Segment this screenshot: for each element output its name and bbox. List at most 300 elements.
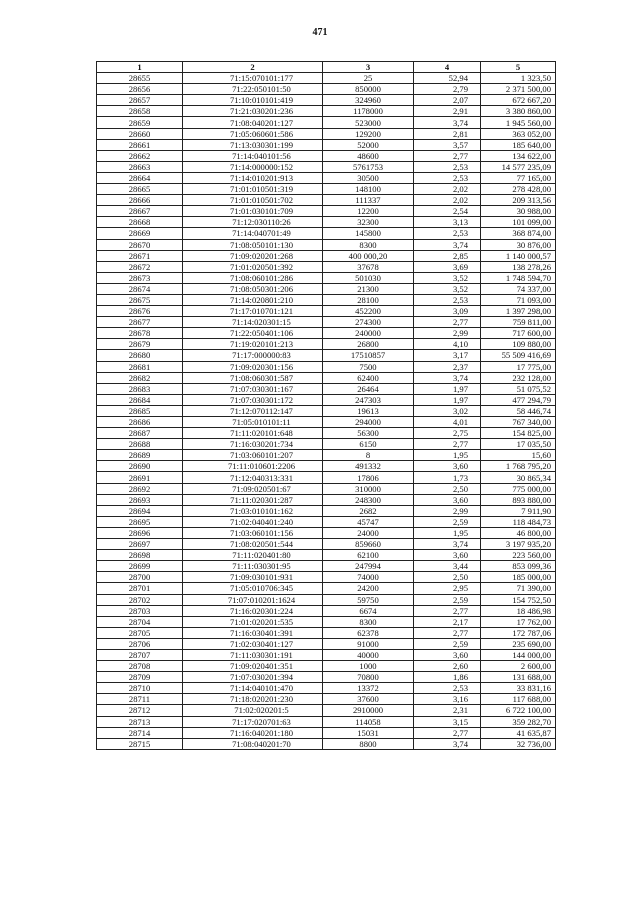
row-number-cell: 28676: [97, 306, 183, 317]
table-body: [97, 73, 556, 750]
page-number: 471: [312, 27, 328, 38]
cadastral-number-cell: 71:21:030201:236: [183, 106, 323, 117]
rate-cell: 2,99: [414, 328, 481, 339]
row-number-cell: 28655: [97, 73, 183, 84]
cadastral-number-cell: 71:09:020301:156: [183, 361, 323, 372]
cadastral-number-cell: 71:16:030401:391: [183, 627, 323, 638]
table-row: [97, 516, 556, 527]
row-number-cell: 28715: [97, 738, 183, 749]
area-cell: 25: [323, 73, 414, 84]
table-row: [97, 417, 556, 428]
rate-cell: 3,74: [414, 117, 481, 128]
rate-cell: 3,52: [414, 283, 481, 294]
area-cell: 24000: [323, 527, 414, 538]
rate-cell: 2,77: [414, 605, 481, 616]
cadastral-number-cell: 71:05:010706:345: [183, 583, 323, 594]
rate-cell: 3,69: [414, 261, 481, 272]
value-cell: 41 635,87: [481, 727, 556, 738]
table-row: [97, 217, 556, 228]
area-cell: 145800: [323, 228, 414, 239]
rate-cell: 3,60: [414, 550, 481, 561]
area-cell: 17806: [323, 472, 414, 483]
rate-cell: 2,75: [414, 428, 481, 439]
row-number-cell: 28678: [97, 328, 183, 339]
row-number-cell: 28665: [97, 184, 183, 195]
row-number-cell: 28659: [97, 117, 183, 128]
valuation-table: [96, 61, 556, 750]
row-number-cell: 28695: [97, 516, 183, 527]
value-cell: 672 667,20: [481, 95, 556, 106]
area-cell: 501030: [323, 272, 414, 283]
value-cell: 1 748 594,70: [481, 272, 556, 283]
column-header-3: 3: [323, 62, 414, 73]
area-cell: 28100: [323, 294, 414, 305]
table-row: [97, 184, 556, 195]
table-row: [97, 450, 556, 461]
rate-cell: 1,97: [414, 383, 481, 394]
area-cell: 114058: [323, 716, 414, 727]
cadastral-number-cell: 71:03:010101:162: [183, 505, 323, 516]
row-number-cell: 28684: [97, 394, 183, 405]
rate-cell: 3,60: [414, 461, 481, 472]
table-row: [97, 672, 556, 683]
table-row: [97, 472, 556, 483]
table-row: [97, 272, 556, 283]
area-cell: 15031: [323, 727, 414, 738]
row-number-cell: 28691: [97, 472, 183, 483]
row-number-cell: 28662: [97, 150, 183, 161]
table-row: [97, 372, 556, 383]
rate-cell: 2,85: [414, 250, 481, 261]
rate-cell: 2,60: [414, 661, 481, 672]
area-cell: 48600: [323, 150, 414, 161]
row-number-cell: 28666: [97, 195, 183, 206]
cadastral-number-cell: 71:22:050401:106: [183, 328, 323, 339]
area-cell: 129200: [323, 128, 414, 139]
rate-cell: 3,60: [414, 494, 481, 505]
row-number-cell: 28713: [97, 716, 183, 727]
value-cell: 18 486,98: [481, 605, 556, 616]
column-header-4: 4: [414, 62, 481, 73]
cadastral-number-cell: 71:18:020201:230: [183, 694, 323, 705]
table-row: [97, 250, 556, 261]
rate-cell: 4,01: [414, 417, 481, 428]
value-cell: 278 428,00: [481, 184, 556, 195]
cadastral-number-cell: 71:09:020401:351: [183, 661, 323, 672]
cadastral-number-cell: 71:08:040201:70: [183, 738, 323, 749]
area-cell: 13372: [323, 683, 414, 694]
cadastral-number-cell: 71:09:020201:268: [183, 250, 323, 261]
value-cell: 759 811,00: [481, 317, 556, 328]
rate-cell: 2,77: [414, 439, 481, 450]
area-cell: 62400: [323, 372, 414, 383]
value-cell: 185 000,00: [481, 572, 556, 583]
cadastral-number-cell: 71:01:010501:702: [183, 195, 323, 206]
row-number-cell: 28672: [97, 261, 183, 272]
value-cell: 477 294,79: [481, 394, 556, 405]
rate-cell: 52,94: [414, 73, 481, 84]
table-row: [97, 328, 556, 339]
table-row: [97, 661, 556, 672]
cadastral-number-cell: 71:17:000000:83: [183, 350, 323, 361]
cadastral-number-cell: 71:09:030101:931: [183, 572, 323, 583]
row-number-cell: 28710: [97, 683, 183, 694]
rate-cell: 2,59: [414, 516, 481, 527]
row-number-cell: 28668: [97, 217, 183, 228]
table-row: [97, 539, 556, 550]
cadastral-number-cell: 71:11:030301:191: [183, 649, 323, 660]
cadastral-number-cell: 71:08:040201:127: [183, 117, 323, 128]
area-cell: 74000: [323, 572, 414, 583]
value-cell: 717 600,00: [481, 328, 556, 339]
value-cell: 118 484,73: [481, 516, 556, 527]
value-cell: 209 313,56: [481, 195, 556, 206]
rate-cell: 2,99: [414, 505, 481, 516]
area-cell: 859660: [323, 539, 414, 550]
cadastral-number-cell: 71:15:070101:177: [183, 73, 323, 84]
area-cell: 37600: [323, 694, 414, 705]
value-cell: 223 560,00: [481, 550, 556, 561]
row-number-cell: 28682: [97, 372, 183, 383]
rate-cell: 2,02: [414, 184, 481, 195]
value-cell: 1 768 795,20: [481, 461, 556, 472]
row-number-cell: 28712: [97, 705, 183, 716]
rate-cell: 2,53: [414, 228, 481, 239]
row-number-cell: 28674: [97, 283, 183, 294]
area-cell: 30500: [323, 172, 414, 183]
value-cell: 55 509 416,69: [481, 350, 556, 361]
area-cell: 2682: [323, 505, 414, 516]
cadastral-number-cell: 71:01:020501:392: [183, 261, 323, 272]
area-cell: 6674: [323, 605, 414, 616]
rate-cell: 2,59: [414, 638, 481, 649]
rate-cell: 1,73: [414, 472, 481, 483]
cadastral-number-cell: 71:16:030201:734: [183, 439, 323, 450]
rate-cell: 4,10: [414, 339, 481, 350]
cadastral-number-cell: 71:02:030401:127: [183, 638, 323, 649]
row-number-cell: 28688: [97, 439, 183, 450]
cadastral-number-cell: 71:03:060101:156: [183, 527, 323, 538]
area-cell: 70800: [323, 672, 414, 683]
row-number-cell: 28679: [97, 339, 183, 350]
cadastral-number-cell: 71:16:040201:180: [183, 727, 323, 738]
rate-cell: 2,81: [414, 128, 481, 139]
table-row: [97, 150, 556, 161]
area-cell: 1000: [323, 661, 414, 672]
area-cell: 274300: [323, 317, 414, 328]
table-row: [97, 705, 556, 716]
rate-cell: 2,37: [414, 361, 481, 372]
area-cell: 324960: [323, 95, 414, 106]
row-number-cell: 28693: [97, 494, 183, 505]
rate-cell: 2,53: [414, 294, 481, 305]
value-cell: 14 577 235,09: [481, 161, 556, 172]
table-row: [97, 206, 556, 217]
rate-cell: 1,95: [414, 527, 481, 538]
row-number-cell: 28699: [97, 561, 183, 572]
row-number-cell: 28656: [97, 84, 183, 95]
table-row: [97, 461, 556, 472]
rate-cell: 2,53: [414, 172, 481, 183]
value-cell: 235 690,00: [481, 638, 556, 649]
row-number-cell: 28711: [97, 694, 183, 705]
table-row: [97, 439, 556, 450]
value-cell: 1 140 000,57: [481, 250, 556, 261]
area-cell: 1178000: [323, 106, 414, 117]
row-number-cell: 28698: [97, 550, 183, 561]
table-header-row: [97, 62, 556, 73]
area-cell: 8800: [323, 738, 414, 749]
rate-cell: 3,74: [414, 539, 481, 550]
row-number-cell: 28708: [97, 661, 183, 672]
value-cell: 3 380 860,00: [481, 106, 556, 117]
rate-cell: 2,53: [414, 161, 481, 172]
area-cell: 21300: [323, 283, 414, 294]
rate-cell: 3,74: [414, 738, 481, 749]
row-number-cell: 28705: [97, 627, 183, 638]
area-cell: 17510857: [323, 350, 414, 361]
value-cell: 17 762,00: [481, 616, 556, 627]
value-cell: 1 397 298,00: [481, 306, 556, 317]
table-row: [97, 128, 556, 139]
rate-cell: 2,53: [414, 683, 481, 694]
cadastral-number-cell: 71:14:020301:15: [183, 317, 323, 328]
area-cell: 400 000,20: [323, 250, 414, 261]
row-number-cell: 28709: [97, 672, 183, 683]
area-cell: 491332: [323, 461, 414, 472]
value-cell: 2 600,00: [481, 661, 556, 672]
cadastral-number-cell: 71:19:020101:213: [183, 339, 323, 350]
cadastral-number-cell: 71:05:010101:11: [183, 417, 323, 428]
table-row: [97, 294, 556, 305]
area-cell: 8300: [323, 239, 414, 250]
row-number-cell: 28694: [97, 505, 183, 516]
table-row: [97, 95, 556, 106]
row-number-cell: 28714: [97, 727, 183, 738]
value-cell: 893 880,00: [481, 494, 556, 505]
rate-cell: 2,77: [414, 317, 481, 328]
table-row: [97, 350, 556, 361]
rate-cell: 2,17: [414, 616, 481, 627]
table-row: [97, 616, 556, 627]
table-row: [97, 550, 556, 561]
row-number-cell: 28704: [97, 616, 183, 627]
value-cell: 138 278,26: [481, 261, 556, 272]
rate-cell: 2,59: [414, 594, 481, 605]
row-number-cell: 28686: [97, 417, 183, 428]
row-number-cell: 28703: [97, 605, 183, 616]
area-cell: 26800: [323, 339, 414, 350]
table-row: [97, 483, 556, 494]
table-row: [97, 228, 556, 239]
cadastral-number-cell: 71:08:050101:130: [183, 239, 323, 250]
value-cell: 71 093,00: [481, 294, 556, 305]
value-cell: 767 340,00: [481, 417, 556, 428]
table-row: [97, 84, 556, 95]
value-cell: 32 736,00: [481, 738, 556, 749]
rate-cell: 1,86: [414, 672, 481, 683]
row-number-cell: 28701: [97, 583, 183, 594]
value-cell: 1 945 560,00: [481, 117, 556, 128]
table-row: [97, 527, 556, 538]
table-row: [97, 638, 556, 649]
value-cell: 3 197 935,20: [481, 539, 556, 550]
area-cell: 24200: [323, 583, 414, 594]
table-row: [97, 73, 556, 84]
cadastral-number-cell: 71:14:010201:913: [183, 172, 323, 183]
table-row: [97, 572, 556, 583]
row-number-cell: 28671: [97, 250, 183, 261]
value-cell: 363 052,00: [481, 128, 556, 139]
row-number-cell: 28692: [97, 483, 183, 494]
value-cell: 775 000,00: [481, 483, 556, 494]
value-cell: 154 752,50: [481, 594, 556, 605]
column-header-2: 2: [183, 62, 323, 73]
cadastral-number-cell: 71:11:030301:95: [183, 561, 323, 572]
area-cell: 294000: [323, 417, 414, 428]
rate-cell: 3,60: [414, 649, 481, 660]
area-cell: 850000: [323, 84, 414, 95]
row-number-cell: 28697: [97, 539, 183, 550]
rate-cell: 3,15: [414, 716, 481, 727]
area-cell: 59750: [323, 594, 414, 605]
table-row: [97, 317, 556, 328]
row-number-cell: 28700: [97, 572, 183, 583]
area-cell: 45747: [323, 516, 414, 527]
table-row: [97, 106, 556, 117]
cadastral-number-cell: 71:14:040701:49: [183, 228, 323, 239]
cadastral-number-cell: 71:08:060301:587: [183, 372, 323, 383]
rate-cell: 3,02: [414, 405, 481, 416]
rate-cell: 2,31: [414, 705, 481, 716]
value-cell: 232 128,00: [481, 372, 556, 383]
table-row: [97, 161, 556, 172]
row-number-cell: 28683: [97, 383, 183, 394]
area-cell: 37678: [323, 261, 414, 272]
row-number-cell: 28660: [97, 128, 183, 139]
row-number-cell: 28689: [97, 450, 183, 461]
area-cell: 310000: [323, 483, 414, 494]
cadastral-number-cell: 71:12:070112:147: [183, 405, 323, 416]
value-cell: 853 099,36: [481, 561, 556, 572]
table-row: [97, 239, 556, 250]
value-cell: 154 825,00: [481, 428, 556, 439]
table-row: [97, 428, 556, 439]
cadastral-number-cell: 71:01:020201:535: [183, 616, 323, 627]
rate-cell: 2,07: [414, 95, 481, 106]
cadastral-number-cell: 71:14:000000:152: [183, 161, 323, 172]
row-number-cell: 28706: [97, 638, 183, 649]
cadastral-number-cell: 71:12:040313:331: [183, 472, 323, 483]
area-cell: 2910000: [323, 705, 414, 716]
area-cell: 8: [323, 450, 414, 461]
area-cell: 240000: [323, 328, 414, 339]
rate-cell: 2,50: [414, 483, 481, 494]
row-number-cell: 28675: [97, 294, 183, 305]
cadastral-number-cell: 71:17:010701:121: [183, 306, 323, 317]
cadastral-number-cell: 71:12:030110:26: [183, 217, 323, 228]
table-row: [97, 172, 556, 183]
cadastral-number-cell: 71:10:010101:419: [183, 95, 323, 106]
rate-cell: 2,02: [414, 195, 481, 206]
table-row: [97, 383, 556, 394]
value-cell: 6 722 100,00: [481, 705, 556, 716]
cadastral-number-cell: 71:11:020301:287: [183, 494, 323, 505]
row-number-cell: 28696: [97, 527, 183, 538]
cadastral-number-cell: 71:08:060101:286: [183, 272, 323, 283]
value-cell: 30 876,00: [481, 239, 556, 250]
area-cell: 452200: [323, 306, 414, 317]
value-cell: 51 075,52: [481, 383, 556, 394]
rate-cell: 3,17: [414, 350, 481, 361]
area-cell: 523000: [323, 117, 414, 128]
table-row: [97, 283, 556, 294]
table-row: [97, 649, 556, 660]
row-number-cell: 28669: [97, 228, 183, 239]
rate-cell: 2,77: [414, 150, 481, 161]
rate-cell: 1,95: [414, 450, 481, 461]
rate-cell: 3,57: [414, 139, 481, 150]
cadastral-number-cell: 71:11:020101:648: [183, 428, 323, 439]
value-cell: 17 035,50: [481, 439, 556, 450]
row-number-cell: 28702: [97, 594, 183, 605]
value-cell: 58 446,74: [481, 405, 556, 416]
table-row: [97, 339, 556, 350]
cadastral-number-cell: 71:07:030201:394: [183, 672, 323, 683]
row-number-cell: 28667: [97, 206, 183, 217]
rate-cell: 2,79: [414, 84, 481, 95]
table-row: [97, 361, 556, 372]
rate-cell: 3,13: [414, 217, 481, 228]
area-cell: 248300: [323, 494, 414, 505]
value-cell: 117 688,00: [481, 694, 556, 705]
row-number-cell: 28687: [97, 428, 183, 439]
cadastral-number-cell: 71:14:020801:210: [183, 294, 323, 305]
table-row: [97, 694, 556, 705]
cadastral-number-cell: 71:11:010601:2206: [183, 461, 323, 472]
column-header-5: 5: [481, 62, 556, 73]
table-row: [97, 594, 556, 605]
cadastral-number-cell: 71:13:030301:199: [183, 139, 323, 150]
rate-cell: 3,09: [414, 306, 481, 317]
cadastral-number-cell: 71:11:020401:80: [183, 550, 323, 561]
value-cell: 77 165,00: [481, 172, 556, 183]
table-row: [97, 605, 556, 616]
table-row: [97, 306, 556, 317]
table-row: [97, 494, 556, 505]
cadastral-number-cell: 71:09:020501:67: [183, 483, 323, 494]
rate-cell: 2,54: [414, 206, 481, 217]
cadastral-number-cell: 71:02:040401:240: [183, 516, 323, 527]
rate-cell: 3,52: [414, 272, 481, 283]
rate-cell: 3,74: [414, 239, 481, 250]
table-row: [97, 727, 556, 738]
value-cell: 131 688,00: [481, 672, 556, 683]
table-row: [97, 405, 556, 416]
cadastral-number-cell: 71:07:010201:1624: [183, 594, 323, 605]
cadastral-number-cell: 71:14:040101:56: [183, 150, 323, 161]
value-cell: 185 640,00: [481, 139, 556, 150]
value-cell: 144 000,00: [481, 649, 556, 660]
cadastral-number-cell: 71:01:010501:319: [183, 184, 323, 195]
area-cell: 247994: [323, 561, 414, 572]
row-number-cell: 28707: [97, 649, 183, 660]
row-number-cell: 28681: [97, 361, 183, 372]
area-cell: 91000: [323, 638, 414, 649]
cadastral-number-cell: 71:07:030301:172: [183, 394, 323, 405]
row-number-cell: 28661: [97, 139, 183, 150]
row-number-cell: 28664: [97, 172, 183, 183]
